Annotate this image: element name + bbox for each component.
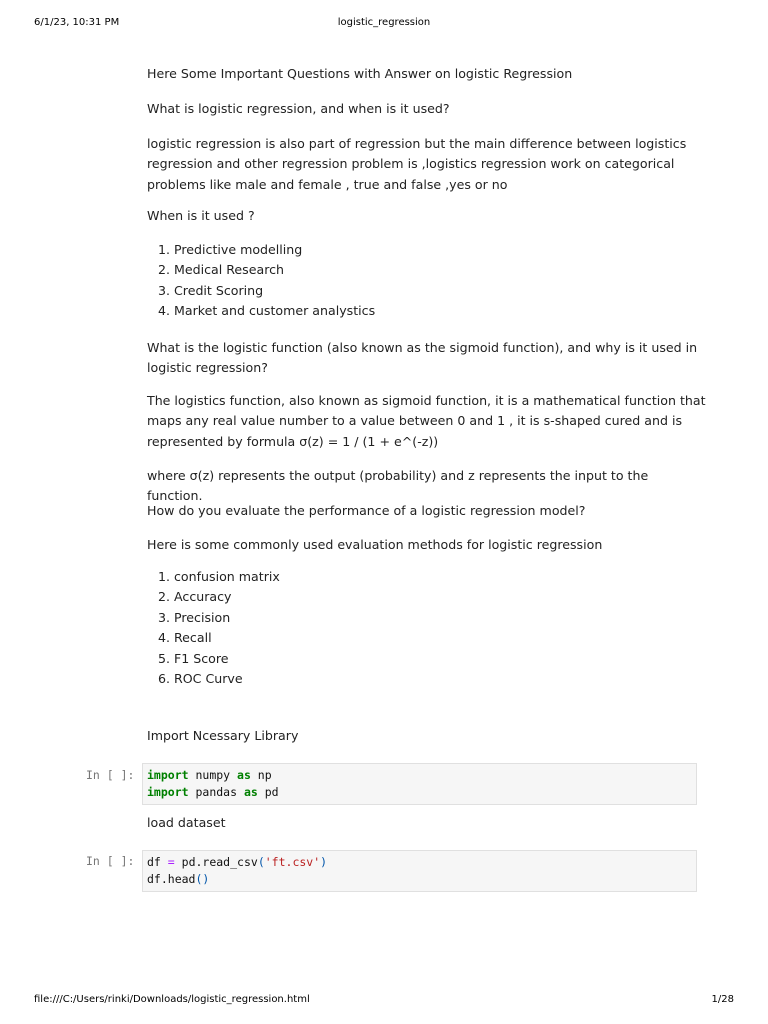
eval-list-wrap: [147, 567, 707, 689]
code-token: as: [237, 768, 251, 782]
cell-prompt: In [ ]:: [86, 768, 135, 782]
answer-2-line: The logistics function, also known as sigmoid function, it is a mathematical function that: [147, 393, 706, 408]
import-heading-text: Import Ncessary Library: [147, 728, 299, 743]
answer-1-line: logistic regression is also part of regression but the main difference between logistics: [147, 136, 687, 151]
answer-1: [147, 134, 707, 195]
code-token: 'ft.csv': [264, 855, 321, 869]
code-token: pd.read_csv: [174, 855, 258, 869]
question-1: [147, 99, 707, 119]
code-token: df.head: [147, 871, 196, 886]
code-token: import: [147, 784, 189, 799]
eval-intro-text: Here is some commonly used evaluation methods for logistic regression: [147, 537, 603, 552]
question-2: [147, 338, 707, 379]
question-1-text: What is logistic regression, and when is it used?: [147, 101, 450, 116]
list-item: 2. Medical Research: [174, 260, 707, 280]
when-used: [147, 206, 707, 226]
answer-2: [147, 391, 707, 452]
list-item: 3. Credit Scoring: [174, 281, 707, 301]
list-item: 2. Accuracy: [174, 587, 707, 607]
question-3: [147, 501, 707, 521]
list-item: 4. Recall: [174, 628, 707, 648]
list-item: 6. ROC Curve: [174, 669, 707, 689]
code-token: pandas: [188, 784, 244, 799]
answer-2-line: maps any real value number to a value between 0 and 1 , it is s-shaped cured and is: [147, 413, 683, 429]
code-token: (): [195, 871, 210, 886]
code-token: (: [257, 855, 265, 869]
list-item: 1. Predictive modelling: [174, 240, 707, 260]
list-item: 4. Market and customer analystics: [174, 301, 707, 321]
print-title: logistic_regression: [337, 17, 431, 28]
where-line-text: where σ(z) represents the output (probability) and z represents the input to the function.: [147, 468, 649, 504]
file-path: file:///C:/Users/rinki/Downloads/logistic_regression.html: [34, 994, 310, 1005]
cell-prompt: In [ ]:: [86, 854, 135, 868]
uses-list-wrap: [147, 240, 707, 322]
code-token: numpy: [188, 768, 238, 782]
code-token: df: [147, 855, 168, 869]
list-item: 1. confusion matrix: [174, 567, 707, 587]
code-line: [147, 871, 696, 888]
answer-1-line: problems like male and female , true and false ,yes or no: [147, 176, 508, 192]
code-line: [147, 784, 696, 801]
uses-list: [147, 240, 707, 322]
eval-list: [147, 567, 707, 689]
answer-2-line: represented by formula σ(z) = 1 / (1 + e^(-z)): [147, 433, 439, 449]
when-used-text: When is it used ?: [147, 208, 255, 223]
code-cell[interactable]: [142, 850, 697, 892]
answer-1-line: regression and other regression problem is ,logistics regression work on categorical: [147, 156, 675, 172]
code-token: =: [167, 855, 175, 869]
code-cell[interactable]: [142, 763, 697, 805]
load-heading-text: load dataset: [147, 815, 226, 830]
code-token: pd: [257, 784, 279, 799]
question-2-line: logistic regression?: [147, 360, 268, 376]
code-token: ): [320, 855, 328, 869]
print-datetime: 6/1/23, 10:31 PM: [34, 17, 120, 28]
list-item: 3. Precision: [174, 608, 707, 628]
code-token: as: [243, 784, 258, 799]
question-3-text: How do you evaluate the performance of a logistic regression model?: [147, 503, 586, 518]
heading-text: Here Some Important Questions with Answer on logistic Regression: [147, 66, 573, 81]
question-2-line: What is the logistic function (also known as the sigmoid function), and why is it used in: [147, 340, 698, 355]
intro-heading: [147, 64, 707, 84]
code-token: np: [250, 768, 272, 782]
code-line: [147, 767, 696, 784]
import-heading: [147, 726, 707, 746]
code-token: import: [147, 768, 189, 782]
page-number: 1/28: [711, 994, 734, 1005]
eval-intro: [147, 535, 707, 555]
code-line: [147, 854, 696, 871]
list-item: 5. F1 Score: [174, 649, 707, 669]
load-heading: [147, 813, 707, 833]
